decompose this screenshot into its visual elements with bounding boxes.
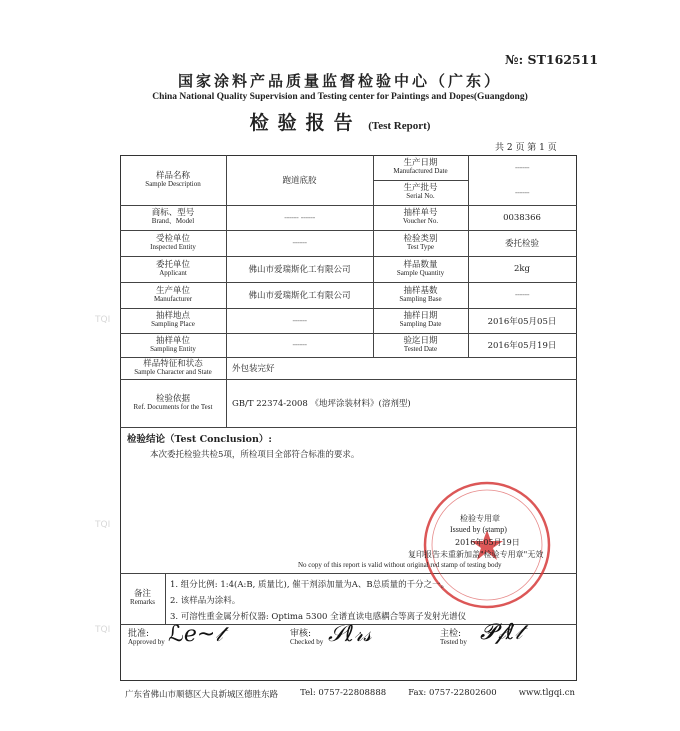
value-sampling-base: ------ <box>514 290 530 300</box>
stamp-label: 检验专用章 <box>460 514 500 523</box>
value-sample-desc: 跑道底胶 <box>282 176 317 186</box>
copy-notice-en: No copy of this report is valid without original red stamp of testing body <box>298 561 502 569</box>
label-applicant: 委托单位 Applicant <box>155 259 190 277</box>
value-applicant: 佛山市爱瑞斯化工有限公司 <box>248 265 351 275</box>
stamp-date: 2016年05月19日 <box>455 538 520 547</box>
org-name-cn: 国家涂料产品质量监督检验中心（广东） <box>177 72 502 90</box>
approved-label: 批准: Approved by <box>128 629 165 647</box>
value-sampling-place: ------ <box>292 315 307 326</box>
label-ref-docs: 检验依据 Ref. Documents for the Test <box>133 393 213 411</box>
label-sample-char: 样品特征和状态 Sample Character and State <box>134 358 212 376</box>
checked-signature: 𝒮ℓ𝓇𝓈 <box>328 622 372 647</box>
stamp-label-en: Issued by (stamp) <box>450 525 507 534</box>
label-sample-desc: 样品名称 Sample Description <box>145 170 201 188</box>
conclusion-text: 本次委托检验共检5项，所检项目全部符合标准的要求。 <box>150 450 360 460</box>
label-test-type: 检验类别 Test Type <box>403 233 438 251</box>
remark-line-1: 1. 组分比例: 1:4(A:B, 质量比), 催干剂添加量为A、B总质量的千分之一。 <box>170 580 450 590</box>
tested-label: 主检: Tested by <box>440 629 467 647</box>
value-voucher: 0038366 <box>503 212 541 223</box>
value-sample-char: 外包装完好 <box>232 364 275 374</box>
label-inspected: 受检单位 Inspected Entity <box>150 233 196 251</box>
value-test-type: 委托检验 <box>504 239 539 249</box>
label-voucher: 抽样单号 Voucher No. <box>402 208 439 226</box>
value-sampling-entity: ------ <box>292 340 307 350</box>
report-number: №: ST162511 <box>505 52 599 67</box>
watermark-mark: TQI <box>95 520 111 530</box>
value-ref-docs: GB/T 22374-2008 《地坪涂装材料》(溶剂型) <box>232 399 411 409</box>
label-quantity: 样品数量 Sample Quantity <box>396 259 445 277</box>
title-cn: 检验报告 <box>249 112 362 134</box>
footer-fax: Fax: 0757-22802600 <box>408 688 497 698</box>
remark-line-3: 3. 可溶性重金属分析仪器: Optima 5300 全谱直读电感耦合等离子发射光谱仪 <box>170 612 467 622</box>
footer-address: 广东省佛山市顺德区大良新城区德胜东路 <box>125 690 279 700</box>
footer-web: www.tlgqi.cn <box>518 688 575 698</box>
approved-signature: ℒℯ~𝓉 <box>168 622 223 647</box>
label-tested-date: 验迄日期 Tested Date <box>403 335 438 353</box>
label-brand: 商标、型号 Brand、Model <box>151 208 195 226</box>
label-sampling-entity: 抽样单位 Sampling Entity <box>150 335 196 353</box>
org-name-en: China National Quality Supervision and Testing center for Paintings and Dopes(Guangdong) <box>152 92 528 102</box>
table-rule <box>165 573 166 624</box>
footer-tel: Tel: 0757-22808888 <box>300 688 387 698</box>
value-mfg-date: ------ <box>514 162 530 173</box>
checked-label: 审核: Checked by <box>290 629 324 647</box>
value-tested-date: 2016年05月19日 <box>487 341 557 351</box>
label-mfg-date: 生产日期 Manufactured Date <box>393 158 448 176</box>
label-sampling-base: 抽样基数 Sampling Base <box>399 285 442 303</box>
conclusion-heading: 检验结论（Test Conclusion）: <box>127 434 272 445</box>
footer <box>125 688 575 700</box>
report-title <box>0 108 680 135</box>
tested-signature: 𝓟𝒻ℓ𝓉 <box>480 620 523 645</box>
copy-notice-cn: 复印报告未重新加盖"检验专用章"无效 <box>408 550 544 559</box>
title-en: (Test Report) <box>368 120 431 132</box>
page-info: 共 2 页 第 1 页 <box>495 143 557 153</box>
remark-line-2: 2. 该样品为涂料。 <box>170 596 241 606</box>
label-sampling-date: 抽样日期 Sampling Date <box>399 311 442 329</box>
value-inspected: ------ <box>292 238 307 248</box>
table-rule <box>120 427 577 428</box>
value-sampling-date: 2016年05月05日 <box>487 316 557 327</box>
label-serial: 生产批号 Serial No. <box>403 183 438 201</box>
watermark-mark: TQI <box>95 625 111 635</box>
value-quantity: 2kg <box>514 264 530 274</box>
watermark-mark: TQI <box>95 315 111 325</box>
value-manufacturer: 佛山市爱瑞斯化工有限公司 <box>248 291 351 301</box>
value-serial: ------ <box>514 187 530 198</box>
label-manufacturer: 生产单位 Manufacturer <box>153 285 193 303</box>
value-brand: ------ ------ <box>284 212 315 223</box>
remarks-label: 备注 Remarks <box>130 589 155 607</box>
label-sampling-place: 抽样地点 Sampling Place <box>151 311 195 329</box>
